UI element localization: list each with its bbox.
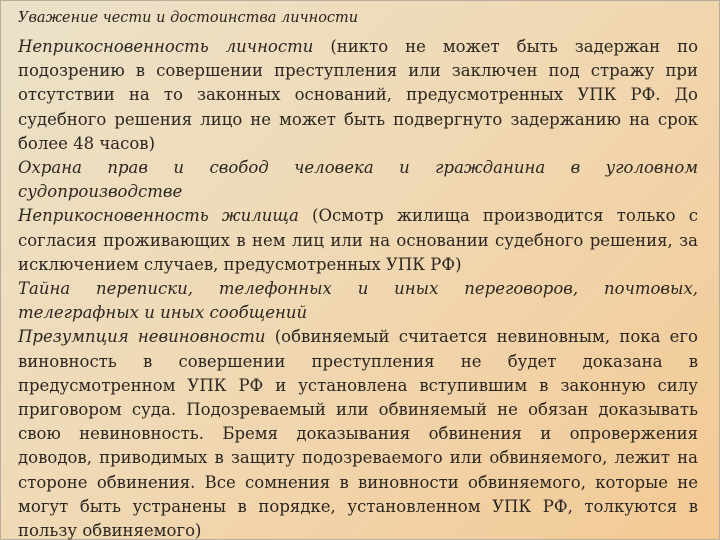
principle-term: Презумпция невиновности — [18, 327, 266, 347]
slide-heading: Уважение чести и достоинства личности — [18, 10, 359, 26]
principle-term: Охрана прав и свобод человека и гражданина в уголовном судопроизводстве — [18, 158, 698, 202]
principle-body: (никто не может быть задержан по подозрению в совершении преступления или заключен под стражу при отсутствии на то законных оснований, предусмотренных УПК РФ. До судебного решения лицо не может быть подвергнуто задержанию на срок более 48 часов) — [18, 37, 698, 153]
principle-protection-rights — [18, 156, 698, 204]
principle-presumption-innocence — [18, 325, 698, 540]
principle-term: Неприкосновенность жилища — [18, 206, 299, 226]
principle-inviolability-person — [18, 35, 698, 156]
principle-term: Тайна переписки, телефонных и иных переговоров, почтовых, телеграфных и иных сообщений — [18, 279, 698, 323]
principle-term: Неприкосновенность личности — [18, 37, 314, 56]
principle-body: (обвиняемый считается невиновным, пока его виновность в совершении преступления не будет доказана в предусмотренном УПК РФ и установлена вступившим в законную силу приговором суда. Подозреваемый или обвиняемый не обязан доказывать свою невиновность. Бремя доказывания обвинения и опровержения доводов, приводимых в защиту подозреваемого или обвиняемого, лежит на стороне обвинения. Все сомнения в виновности обвиняемого, которые не могут быть устранены в порядке, установленном УПК РФ, толкуются в пользу обвиняемого) — [18, 327, 698, 540]
principle-privacy-correspondence — [18, 277, 698, 325]
principle-body: (Осмотр жилища производится только с согласия проживающих в нем лиц или на основании судебного решения, за исключением случаев, предусмотренных УПК РФ) — [18, 206, 698, 274]
slide-text-block — [18, 8, 698, 540]
principle-inviolability-home — [18, 204, 698, 277]
